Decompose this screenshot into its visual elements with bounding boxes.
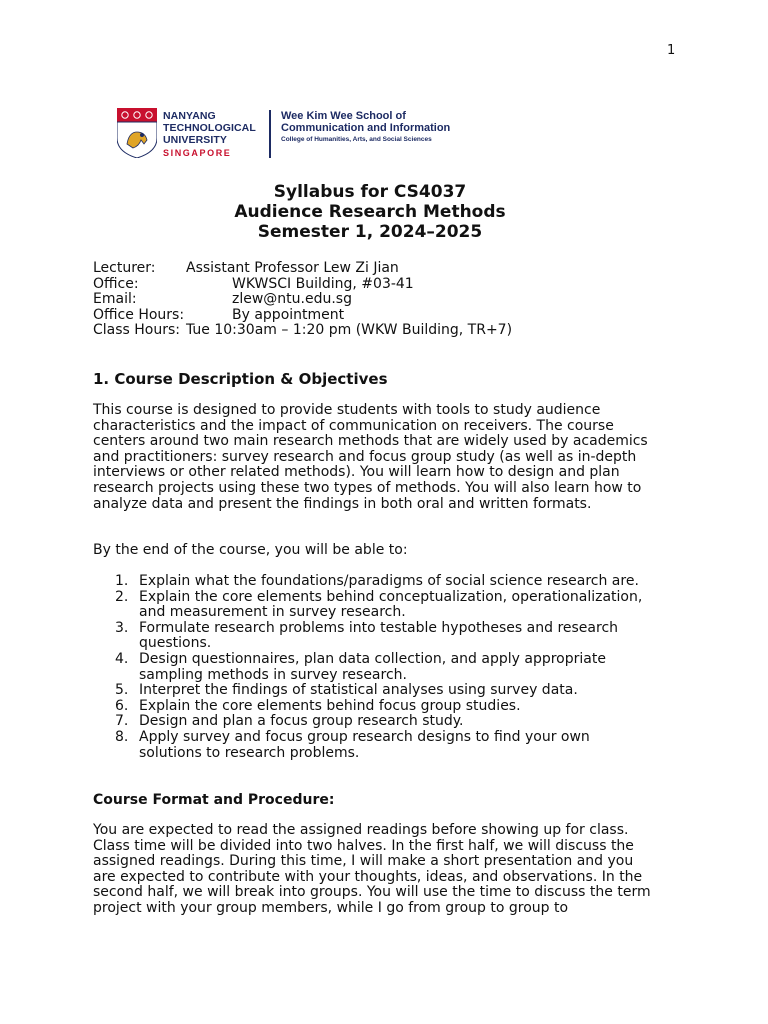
info-value: Tue 10:30am – 1:20 pm (WKW Building, TR+7)	[186, 322, 513, 339]
list-item: 7. Design and plan a focus group research study.	[115, 713, 464, 730]
university-line-3: UNIVERSITY	[163, 134, 228, 146]
university-location: SINGAPORE	[163, 148, 232, 158]
list-item: 8. Apply survey and focus group research designs to find your own solutions to research problems.	[115, 728, 590, 761]
university-name	[163, 110, 256, 159]
section-heading-course-format: Course Format and Procedure:	[93, 792, 335, 808]
title-line-2: Audience Research Methods	[234, 202, 506, 222]
logo-divider	[269, 110, 271, 158]
list-item: 3. Formulate research problems into testable hypotheses and research questions.	[115, 619, 619, 652]
title-line-1: Syllabus for CS4037	[273, 182, 467, 202]
objectives-list	[93, 574, 653, 761]
university-line-2: TECHNOLOGICAL	[163, 122, 256, 134]
info-value: WKWSCI Building, #03-41	[232, 275, 414, 292]
info-label: Class Hours:	[93, 322, 181, 339]
school-name	[281, 110, 450, 144]
school-line-1: Wee Kim Wee School of	[281, 110, 406, 122]
info-value: Assistant Professor Lew Zi Jian	[186, 260, 399, 276]
list-item: 6. Explain the core elements behind focus group studies.	[115, 697, 521, 714]
course-description-paragraph: This course is designed to provide students with tools to study audience characteristics and the impact of communication on receivers. The course centers around two main research methods that are widely used by academics and practitioners: survey research and focus group study (as well as in-depth interviews or other related methods). You will learn how to design and plan research projects using these two types of methods. You will also learn how to analyze data and present the findings in both oral and written formats.	[93, 402, 648, 512]
list-item: 5. Interpret the findings of statistical analyses using survey data.	[115, 682, 578, 699]
info-label: Office Hours:	[93, 306, 185, 323]
document-title	[0, 182, 740, 242]
info-label: Office:	[93, 275, 139, 292]
section-heading-course-description: 1. Course Description & Objectives	[93, 370, 388, 388]
university-logo	[117, 108, 457, 160]
title-line-3: Semester 1, 2024–2025	[257, 222, 483, 242]
list-item: 4. Design questionnaires, plan data collection, and apply appropriate sampling methods in survey research.	[115, 650, 606, 683]
school-line-2: Communication and Information	[281, 122, 451, 134]
course-format-paragraph: You are expected to read the assigned readings before showing up for class. Class time will be divided into two halves. In the first half, we will discuss the assigned readings. During this time, I will make a short presentation and you are expected to contribute with your thoughts, ideas, and observations. In the second half, we will break into groups. You will use the time to discuss the term project with your group members, while I go from group to group to	[93, 822, 651, 916]
college-name: College of Humanities, Arts, and Social Sciences	[281, 136, 432, 143]
university-crest-icon	[117, 108, 157, 158]
list-item: 2. Explain the core elements behind conceptualization, operationalization, and measurement in survey research.	[115, 588, 643, 621]
info-label: Email:	[93, 291, 137, 308]
university-line-1: NANYANG	[163, 110, 216, 122]
page-number: 1	[667, 43, 676, 58]
info-value: zlew@ntu.edu.sg	[232, 291, 352, 308]
info-label: Lecturer:	[93, 260, 156, 276]
objectives-intro: By the end of the course, you will be able to:	[93, 542, 408, 558]
info-value: By appointment	[232, 306, 345, 323]
list-item: 1. Explain what the foundations/paradigms of social science research are.	[115, 573, 639, 589]
